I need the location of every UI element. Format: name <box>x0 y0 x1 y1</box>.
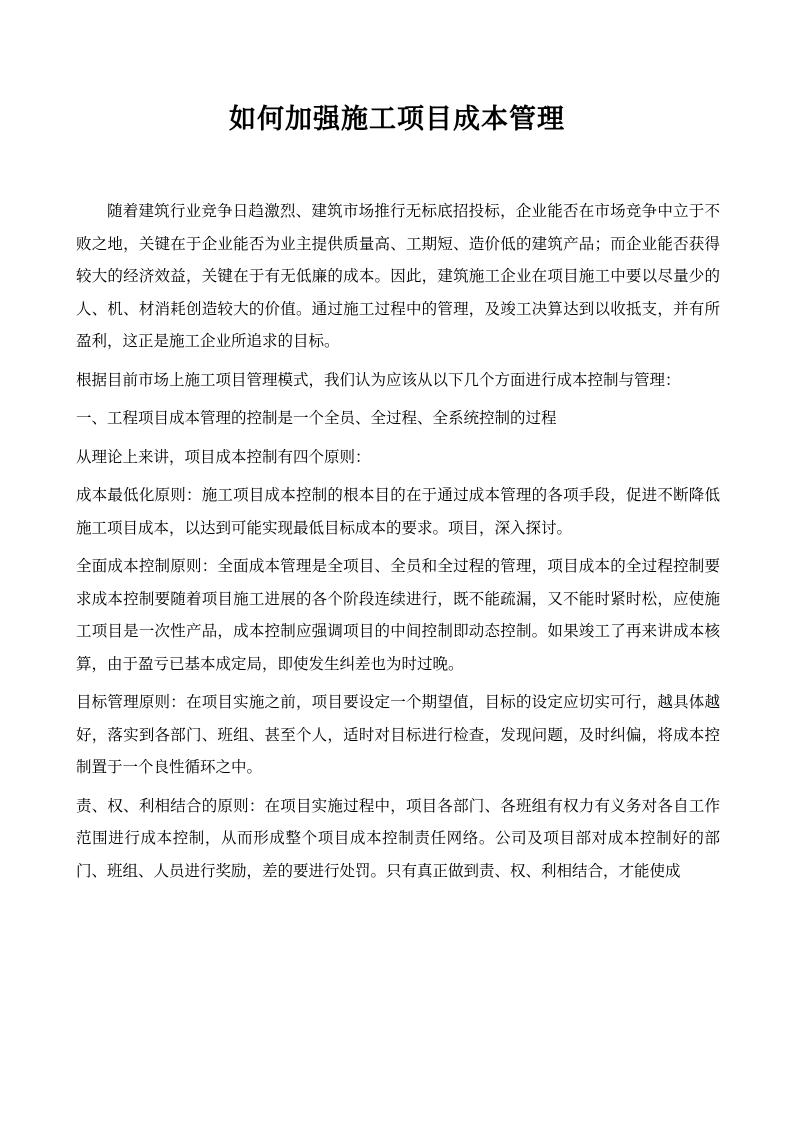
section-heading-1: 一、工程项目成本管理的控制是一个全员、全过程、全系统控制的过程 <box>76 409 557 427</box>
paragraph-responsibility: 责、权、利相结合的原则：在项目实施过程中，项目各部门、各班组有权力有义务对各自工作范围进行成本控制，从而形成整个项目成本控制责任网络。公司及项目部对成本控制好的部门、班组、人员进行奖励，差的要进行处罚。只有真正做到责、权、利相结合，才能使成 <box>76 796 720 880</box>
page-title: 如何加强施工项目成本管理 <box>229 104 565 135</box>
paragraph-principles-intro: 从理论上来讲，项目成本控制有四个原则： <box>76 447 371 466</box>
document-body <box>76 195 720 887</box>
paragraph-target-management: 目标管理原则：在项目实施之前，项目要设定一个期望值，目标的设定应切实可行，越具体越好，落实到各部门、班组、甚至个人，适时对目标进行检查，发现问题，及时纠偏，将成本控制置于一个良性循环之中。 <box>76 693 720 776</box>
paragraph-cost-minimization: 成本最低化原则：施工项目成本控制的根本目的在于通过成本管理的各项手段，促进不断降低施工项目成本，以达到可能实现最低目标成本的要求。项目，深入探讨。 <box>76 486 720 537</box>
paragraph-comprehensive-control: 全面成本控制原则：全面成本管理是全项目、全员和全过程的管理，项目成本的全过程控制要求成本控制要随着项目施工进展的各个阶段连续进行，既不能疏漏，又不能时紧时松，应使施工项目是一次性产品，成本控制应强调项目的中间控制即动态控制。如果竣工了再来讲成本核算，由于盈亏已基本成定局，即使发生纠差也为时过晚。 <box>76 557 720 673</box>
paragraph-intro: 随着建筑行业竞争日趋激烈、建筑市场推行无标底招投标，企业能否在市场竞争中立于不败之地，关键在于企业能否为业主提供质量高、工期短、造价低的建筑产品；而企业能否获得较大的经济效益，关键在于有无低廉的成本。因此，建筑施工企业在项目施工中要以尽量少的人、机、材消耗创造较大的价值。通过施工过程中的管理，及竣工决算达到以收抵支，并有所盈利，这正是施工企业所追求的目标。 <box>76 202 720 350</box>
paragraph-approach: 根据目前市场上施工项目管理模式，我们认为应该从以下几个方面进行成本控制与管理： <box>76 370 681 389</box>
